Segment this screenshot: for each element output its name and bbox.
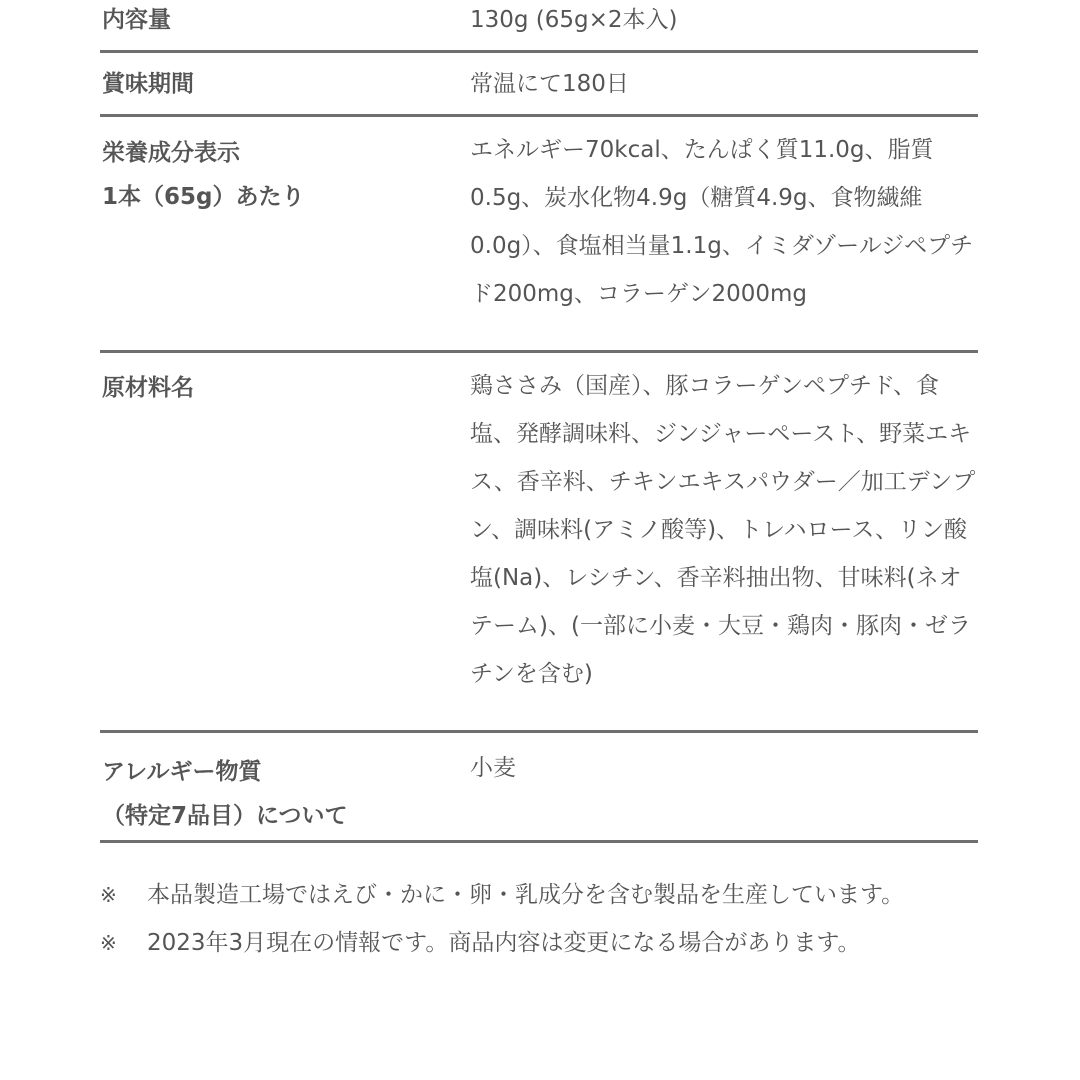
reference-mark-icon: ※: [100, 931, 117, 955]
note-text: 本品製造工場ではえび・かに・卵・乳成分を含む製品を生産しています。: [147, 882, 905, 908]
notes-section: [100, 872, 978, 968]
spec-value: 小麦: [470, 755, 516, 781]
spec-label: [100, 733, 470, 840]
spec-row-nutrition: [100, 117, 978, 353]
spec-label: [100, 117, 470, 350]
spec-label: [100, 53, 470, 114]
spec-label-line: 原材料名: [102, 375, 194, 401]
product-spec-table: [100, 0, 978, 843]
spec-value: 130g (65g×2本入): [470, 7, 678, 33]
spec-row-content-amount: [100, 0, 978, 53]
spec-label-line: 1本（65g）あたり: [102, 184, 305, 210]
spec-label: [100, 353, 470, 730]
spec-label: [100, 0, 470, 50]
reference-mark-icon: ※: [100, 883, 117, 907]
spec-value: エネルギー70kcal、たんぱく質11.0g、脂質0.5g、炭水化物4.9g（糖質4.9g、食物繊維0.0g）、食塩相当量1.1g、イミダゾールジペプチド200mg、コラーゲン2000mg: [470, 137, 974, 307]
spec-label-line: （特定7品目）について: [102, 803, 348, 829]
spec-label-line: 内容量: [102, 7, 171, 33]
note-item: [100, 920, 978, 966]
spec-label-line: 栄養成分表示: [102, 140, 240, 166]
spec-label-line: アレルギー物質: [102, 759, 262, 785]
note-item: [100, 872, 978, 918]
spec-row-allergens: [100, 733, 978, 843]
spec-value: 常温にて180日: [470, 71, 629, 97]
spec-label-line: 賞味期間: [102, 71, 194, 97]
spec-value: 鶏ささみ（国産）、豚コラーゲンペプチド、食塩、発酵調味料、ジンジャーペースト、野菜エキス、香辛料、チキンエキスパウダー／加工デンプン、調味料(アミノ酸等)、トレハロース、リン酸塩(Na)、レシチン、香辛料抽出物、甘味料(ネオテーム)、(一部に小麦・大豆・鶏肉・豚肉・ゼラチンを含む): [470, 373, 976, 687]
spec-row-ingredients: [100, 353, 978, 733]
spec-row-shelf-life: [100, 53, 978, 117]
note-text: 2023年3月現在の情報です。商品内容は変更になる場合があります。: [147, 930, 861, 956]
